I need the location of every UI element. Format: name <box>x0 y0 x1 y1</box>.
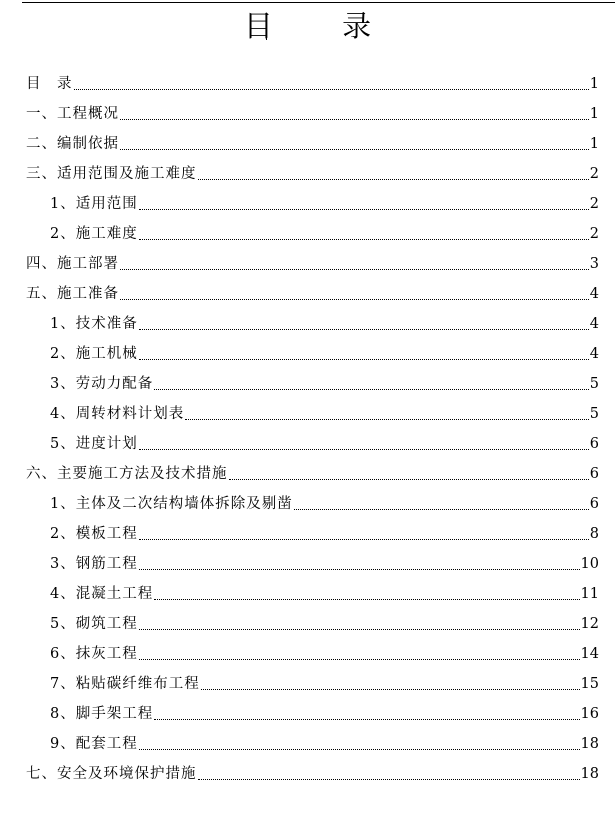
toc-dot-leader <box>154 719 579 720</box>
toc-entry-page-number: 1 <box>589 76 599 92</box>
toc-dot-leader <box>139 209 589 210</box>
toc-entry-label: 6、抹灰工程 <box>50 646 138 662</box>
toc-entry-page-number: 6 <box>589 436 599 452</box>
toc-entry-page-number: 1 <box>589 106 599 122</box>
toc-entry[interactable] <box>26 454 599 484</box>
toc-entry-page-number: 4 <box>589 286 599 302</box>
toc-entry[interactable] <box>26 604 599 634</box>
toc-entry-label: 5、进度计划 <box>50 436 138 452</box>
toc-dot-leader <box>198 179 589 180</box>
toc-dot-leader <box>120 119 589 120</box>
toc-entry[interactable] <box>26 214 599 244</box>
toc-entry-label: 1、适用范围 <box>50 196 138 212</box>
toc-entry-page-number: 3 <box>589 256 599 272</box>
toc-dot-leader <box>139 539 589 540</box>
toc-entry[interactable] <box>26 754 599 784</box>
toc-dot-leader <box>139 239 589 240</box>
toc-dot-leader <box>139 659 580 660</box>
toc-entry-page-number: 10 <box>580 556 599 572</box>
toc-entry-label: 三、适用范围及施工难度 <box>26 166 197 182</box>
toc-entry-label: 7、粘贴碳纤维布工程 <box>50 676 200 692</box>
toc-entry-label: 5、砌筑工程 <box>50 616 138 632</box>
toc-dot-leader <box>201 689 580 690</box>
toc-dot-leader <box>120 149 589 150</box>
toc-entry-page-number: 12 <box>580 616 599 632</box>
toc-entry-page-number: 2 <box>589 226 599 242</box>
toc-entry[interactable] <box>26 664 599 694</box>
top-rule <box>22 2 615 3</box>
toc-entry[interactable] <box>26 184 599 214</box>
toc-entry[interactable] <box>26 424 599 454</box>
toc-entry[interactable] <box>26 364 599 394</box>
toc-entry-label: 9、配套工程 <box>50 736 138 752</box>
toc-dot-leader <box>154 389 589 390</box>
toc-entry[interactable] <box>26 274 599 304</box>
toc-dot-leader <box>120 299 589 300</box>
toc-dot-leader <box>154 599 579 600</box>
toc-entry[interactable] <box>26 124 599 154</box>
toc-entry-label: 8、脚手架工程 <box>50 706 154 722</box>
toc-entry-page-number: 1 <box>589 136 599 152</box>
toc-entry[interactable] <box>26 694 599 724</box>
toc-entry-label: 4、周转材料计划表 <box>50 406 185 422</box>
toc-entry-label: 1、主体及二次结构墙体拆除及剔凿 <box>50 496 293 512</box>
toc-entry[interactable] <box>26 574 599 604</box>
toc-dot-leader <box>74 89 589 90</box>
toc-entry-label: 1、技术准备 <box>50 316 138 332</box>
toc-entry-label: 二、编制依据 <box>26 136 119 152</box>
toc-entry-page-number: 8 <box>589 526 599 542</box>
page-title: 目 录 <box>243 9 402 43</box>
toc-entry-label: 五、施工准备 <box>26 286 119 302</box>
toc-entry-page-number: 2 <box>589 166 599 182</box>
toc-entry-label: 四、施工部署 <box>26 256 119 272</box>
toc-dot-leader <box>294 509 589 510</box>
toc-entry-label: 3、钢筋工程 <box>50 556 138 572</box>
toc-entry[interactable] <box>26 394 599 424</box>
toc-entry[interactable] <box>26 244 599 274</box>
toc-entry[interactable] <box>26 64 599 94</box>
toc-dot-leader <box>185 419 589 420</box>
toc-entry-label: 目 录 <box>26 76 73 92</box>
toc-entry-page-number: 5 <box>589 376 599 392</box>
toc-dot-leader <box>198 779 580 780</box>
toc-entry[interactable] <box>26 724 599 754</box>
toc-entry[interactable] <box>26 304 599 334</box>
toc-dot-leader <box>120 269 589 270</box>
toc-entry-label: 2、施工难度 <box>50 226 138 242</box>
toc-entry-label: 六、主要施工方法及技术措施 <box>26 466 228 482</box>
toc-entry[interactable] <box>26 544 599 574</box>
toc-entry-page-number: 15 <box>580 676 599 692</box>
toc-dot-leader <box>139 749 580 750</box>
toc-entry-page-number: 5 <box>589 406 599 422</box>
toc-entry-page-number: 18 <box>580 736 599 752</box>
toc-entry-label: 2、施工机械 <box>50 346 138 362</box>
toc-dot-leader <box>139 449 589 450</box>
toc-entry-label: 一、工程概况 <box>26 106 119 122</box>
toc-entry-page-number: 11 <box>580 586 599 602</box>
toc-dot-leader <box>139 329 589 330</box>
toc-entry-page-number: 6 <box>589 496 599 512</box>
toc-entry[interactable] <box>26 154 599 184</box>
toc-dot-leader <box>139 569 580 570</box>
toc-dot-leader <box>139 629 580 630</box>
toc-entry[interactable] <box>26 514 599 544</box>
toc-entry[interactable] <box>26 484 599 514</box>
table-of-contents <box>26 64 599 784</box>
toc-entry-page-number: 14 <box>580 646 599 662</box>
toc-entry-page-number: 4 <box>589 316 599 332</box>
toc-entry-page-number: 16 <box>580 706 599 722</box>
toc-entry-label: 4、混凝土工程 <box>50 586 154 602</box>
toc-entry-page-number: 18 <box>580 766 599 782</box>
toc-entry[interactable] <box>26 334 599 364</box>
toc-entry-page-number: 4 <box>589 346 599 362</box>
toc-entry-label: 七、安全及环境保护措施 <box>26 766 197 782</box>
toc-entry-label: 3、劳动力配备 <box>50 376 154 392</box>
toc-dot-leader <box>139 359 589 360</box>
toc-entry-page-number: 6 <box>589 466 599 482</box>
toc-entry[interactable] <box>26 94 599 124</box>
toc-dot-leader <box>229 479 589 480</box>
toc-entry-label: 2、模板工程 <box>50 526 138 542</box>
toc-entry[interactable] <box>26 634 599 664</box>
toc-entry-page-number: 2 <box>589 196 599 212</box>
